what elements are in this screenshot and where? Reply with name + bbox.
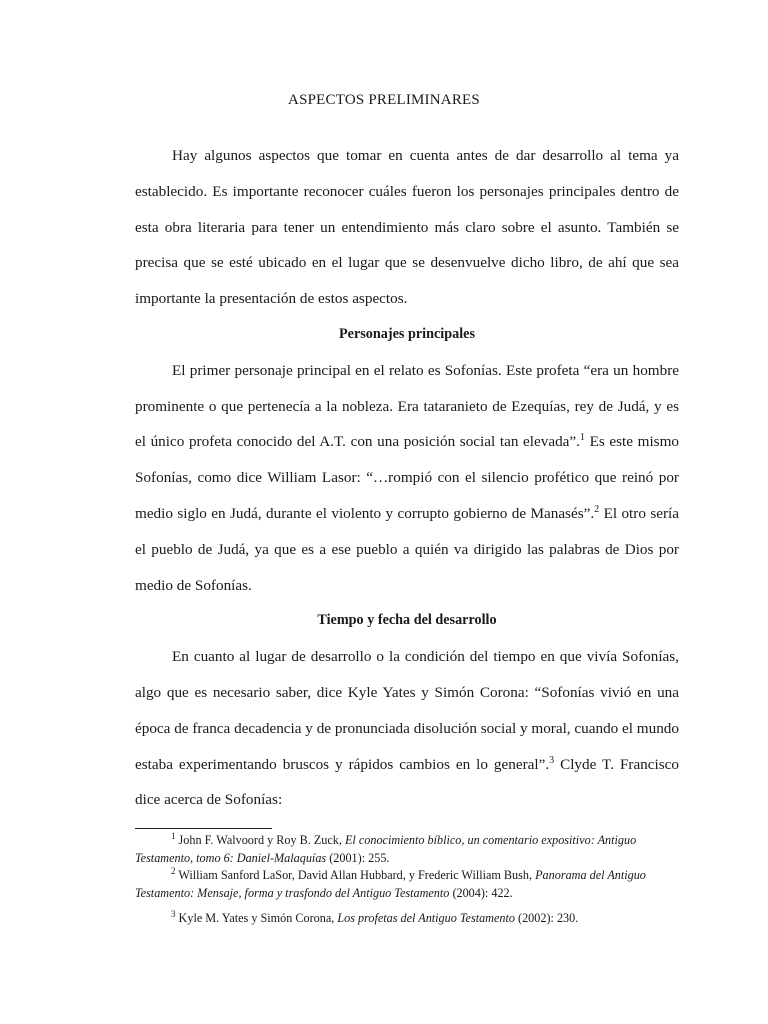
footnote-title: Panorama del Antiguo Testamento: Mensaje, forma y trasfondo del Antiguo Testamento — [135, 868, 646, 900]
section-heading-tiempo: Tiempo y fecha del desarrollo — [317, 612, 497, 629]
footnote-author: John F. Walvoord y Roy B. Zuck, — [178, 833, 345, 847]
footnote-separator — [135, 828, 272, 829]
personajes-text-a: El primer personaje principal en el relato es Sofonías. Este profeta “era un hombre prominente o que pertenecía a la nobleza. Era tataranieto de Ezequías, rey de Judá, y es el único profeta conocido del A.T. con una posición social tan elevada”. — [135, 361, 679, 451]
footnote-number: 3 — [171, 908, 176, 919]
tiempo-paragraph — [135, 639, 679, 818]
personajes-text-b: Es este mismo Sofonías, como dice William Lasor: “…rompió con el silencio profético que reinó por medio siglo en Judá, durante el violento y corrupto gobierno de Manasés”. — [135, 433, 679, 522]
footnote-author: William Sanford LaSor, David Allan Hubbard, y Frederic William Bush, — [178, 868, 536, 882]
footnote-ref-2: 2 — [594, 503, 600, 515]
footnote-ref-1: 1 — [579, 432, 585, 444]
footnote-number: 2 — [171, 865, 176, 876]
main-text — [135, 138, 679, 818]
tiempo-text-a: En cuanto al lugar de desarrollo o la condición del tiempo en que vivía Sofonías, algo que es necesario saber, dice Kyle Yates y Simón Corona: “Sofonías vivió en una época de franca decadencia y de pronunciada disolución social y moral, cuando el mundo estaba experimentando bruscos y rápidos cambios en lo general”. — [135, 648, 679, 773]
personajes-paragraph — [135, 353, 679, 604]
footnote-2 — [135, 867, 679, 902]
footnote-3 — [135, 910, 679, 928]
footnote-title: Los profetas del Antiguo Testamento — [337, 911, 515, 925]
intro-paragraph: Hay algunos aspectos que tomar en cuenta antes de dar desarrollo al tema ya establecido. Es importante reconocer cuáles fueron los personajes principales dentro de esta obra literaria para tener un entendimiento más claro sobre el asunto. También se precisa que se esté ubicado en el lugar que se desenvuelve dicho libro, de ahí que sea importante la presentación de estos aspectos. — [135, 147, 679, 308]
footnote-citation: (2004): 422. — [449, 885, 513, 900]
footnote-author: Kyle M. Yates y Simón Corona, — [178, 911, 338, 925]
section-heading-personajes: Personajes principales — [339, 325, 475, 342]
footnote-ref-3: 3 — [549, 754, 555, 766]
footnote-1 — [135, 832, 679, 867]
page-title: ASPECTOS PRELIMINARES — [288, 92, 480, 108]
footnote-citation: (2002): 230. — [514, 911, 579, 925]
footnote-title: El conocimiento bíblico, un comentario expositivo: Antiguo Testamento, tomo 6: Daniel-Malaquías — [135, 833, 637, 865]
footnote-citation: (2001): 255. — [326, 850, 390, 865]
tiempo-text-b: Clyde T. Francisco dice acerca de Sofonías: — [135, 755, 679, 809]
footnote-number: 1 — [171, 830, 176, 841]
footnotes — [135, 832, 679, 928]
personajes-text-c: El otro sería el pueblo de Judá, ya que es a ese pueblo a quién va dirigido las palabras de Dios por medio de Sofonías. — [135, 504, 679, 594]
